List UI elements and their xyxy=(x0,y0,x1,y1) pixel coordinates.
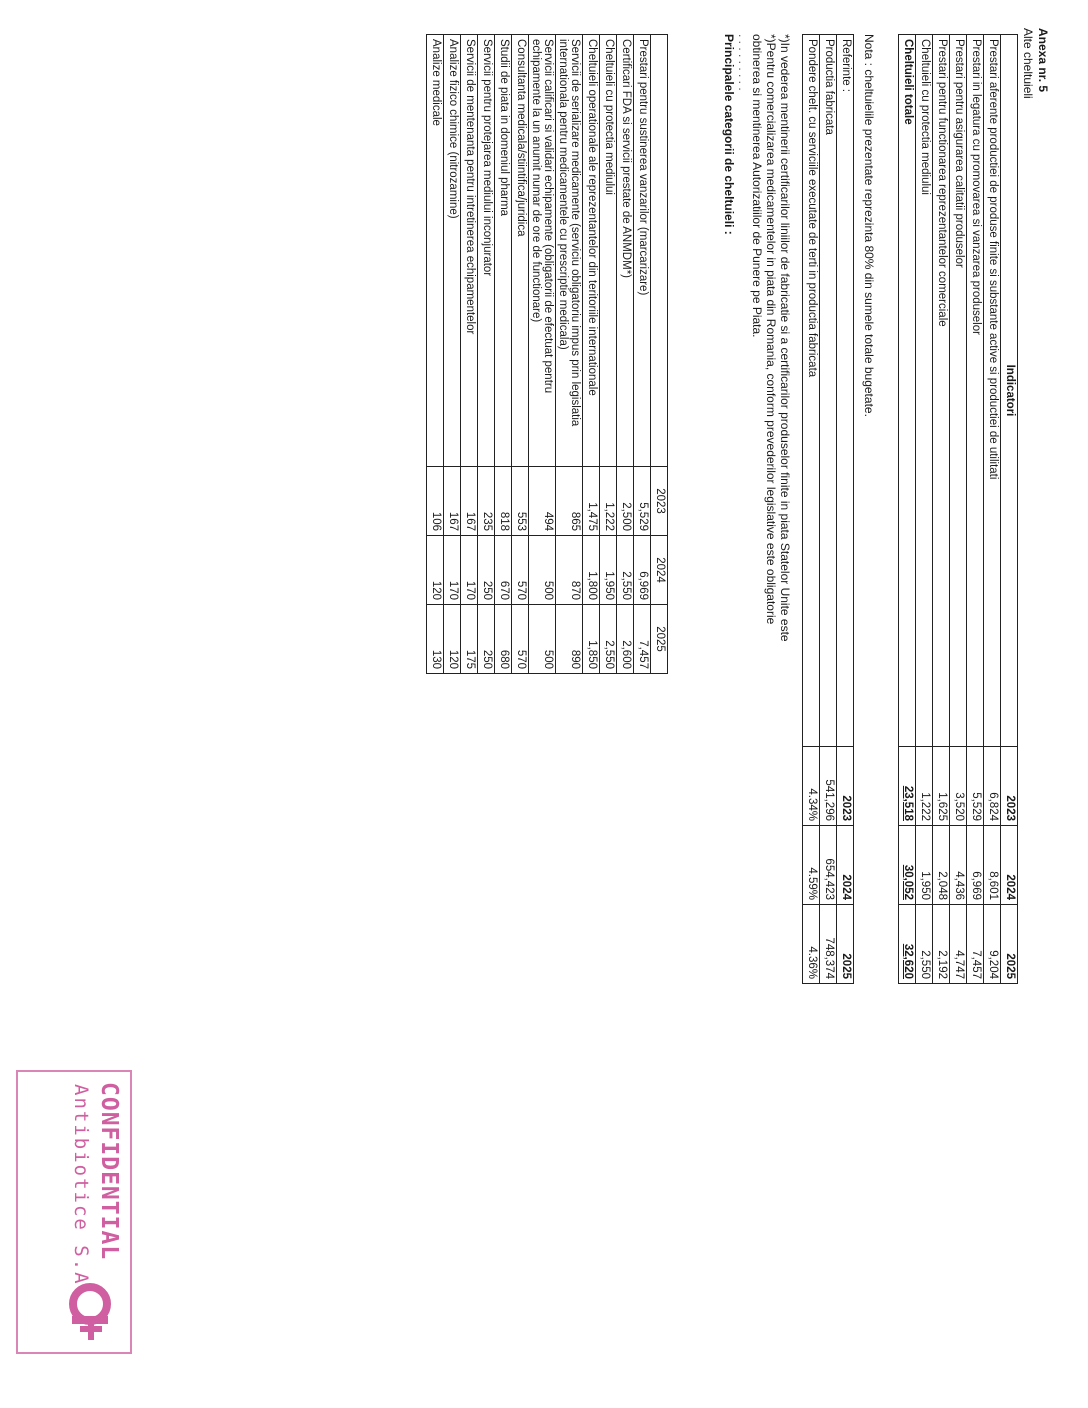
column-header: 2025 xyxy=(837,905,854,984)
row-value: 680 xyxy=(495,605,512,674)
column-header: Indicatori xyxy=(1001,35,1018,747)
table-row xyxy=(556,35,583,674)
row-value: 1,222 xyxy=(916,747,933,826)
row-value: 8,601 xyxy=(984,826,1001,905)
table2-body xyxy=(803,35,837,984)
row-value: 130 xyxy=(427,605,444,674)
row-value: 5,529 xyxy=(634,467,651,536)
annex-subtitle: Alte cheltuieli xyxy=(1021,28,1035,99)
row-value: 4.36% xyxy=(803,905,820,984)
table-row xyxy=(529,35,556,674)
stamp-line-company: Antibiotice S.A. xyxy=(70,1084,92,1300)
antibiotice-logo-icon xyxy=(62,1280,122,1344)
table-header-row xyxy=(1001,35,1018,984)
table-row xyxy=(899,35,916,984)
row-value: 570 xyxy=(512,605,529,674)
romania-authorization-note: *)Pentru comercializarea medicamentelor in piata din Romania, conform prevederilor legislative este obligatorie obtinerea si mentinerea Autorizatiilor de Punere pe Piata. xyxy=(750,34,778,625)
row-label: Cheltuieli totale xyxy=(899,35,916,747)
table-row xyxy=(461,35,478,674)
row-value: 2,550 xyxy=(617,536,634,605)
row-value: 870 xyxy=(556,536,583,605)
row-value: 7,457 xyxy=(967,905,984,984)
row-label: Servicii pentru protejarea mediului inconjurator xyxy=(478,35,495,467)
rotated-document xyxy=(0,18,1052,1398)
principal-categories-table xyxy=(426,34,668,674)
table1-body xyxy=(899,35,1001,984)
row-value: 235 xyxy=(478,467,495,536)
column-header: Referinte : xyxy=(837,35,854,747)
row-value: 4,747 xyxy=(950,905,967,984)
table-row xyxy=(820,35,837,984)
row-value: 167 xyxy=(461,467,478,536)
row-value: 106 xyxy=(427,467,444,536)
row-value: 541,296 xyxy=(820,747,837,826)
annex-title: Anexa nr. 5 xyxy=(1036,28,1050,93)
row-value: 1,950 xyxy=(600,536,617,605)
row-label: Analize medicale xyxy=(427,35,444,467)
column-header: 2024 xyxy=(837,826,854,905)
table-row xyxy=(967,35,984,984)
row-label: Cheltuieli cu protectia mediului xyxy=(600,35,617,467)
row-label: Productia fabricata xyxy=(820,35,837,747)
row-label: Servicii calificari si validari echipamente (obligatorii de efectuat pentru echipamente la un anumit numar de ore de functionare) xyxy=(529,35,556,467)
row-value: 748,374 xyxy=(820,905,837,984)
row-value: 3,520 xyxy=(950,747,967,826)
row-label: Certificari FDA si servicii prestate de ANMDM*) xyxy=(617,35,634,467)
column-header: 2024 xyxy=(1001,826,1018,905)
row-value: 890 xyxy=(556,605,583,674)
row-value: 1,625 xyxy=(933,747,950,826)
row-value: 570 xyxy=(512,536,529,605)
row-value: 9,204 xyxy=(984,905,1001,984)
row-label: Prestari aferente productiei de produse finite si substante active si productiei de utilitati xyxy=(984,35,1001,747)
table-row xyxy=(512,35,529,674)
row-value: 500 xyxy=(529,536,556,605)
row-value: 1,222 xyxy=(600,467,617,536)
row-value: 7,457 xyxy=(634,605,651,674)
row-value: 818 xyxy=(495,467,512,536)
row-value: 175 xyxy=(461,605,478,674)
faded-line: . . . . . . . . . xyxy=(736,34,750,91)
row-label: Studii de piata in domeniul pharma xyxy=(495,35,512,467)
column-header: 2024 xyxy=(651,536,668,605)
row-value: 2,600 xyxy=(617,605,634,674)
row-value: 553 xyxy=(512,467,529,536)
row-value: 6,824 xyxy=(984,747,1001,826)
row-value: 170 xyxy=(461,536,478,605)
row-label: Analize fizico chimice (nitrozamine) xyxy=(444,35,461,467)
row-value: 170 xyxy=(444,536,461,605)
table-row xyxy=(916,35,933,984)
row-value: 32,620 xyxy=(899,905,916,984)
row-value: 1,800 xyxy=(583,536,600,605)
expenses-table xyxy=(898,34,1018,984)
table-row xyxy=(634,35,651,674)
row-value: 670 xyxy=(495,536,512,605)
column-header: 2023 xyxy=(837,747,854,826)
row-value: 250 xyxy=(478,536,495,605)
row-value: 23,518 xyxy=(899,747,916,826)
row-label: Prestari in legatura cu promovarea si vanzarea produselor xyxy=(967,35,984,747)
column-header xyxy=(651,35,668,467)
row-label: Consultanta medicala/stiintifica/juridica xyxy=(512,35,529,467)
row-value: 654,423 xyxy=(820,826,837,905)
row-label: Prestari pentru asigurarea calitatii produselor xyxy=(950,35,967,747)
row-label: Prestari pentru sustinerea vanzarilor (marcarizare) xyxy=(634,35,651,467)
references-table xyxy=(802,34,854,984)
stamp-line-confidential: CONFIDENTIAL xyxy=(96,1082,122,1261)
column-header: 2025 xyxy=(1001,905,1018,984)
row-label: Pondere chelt. cu serviciile executate de terti in productia fabricata xyxy=(803,35,820,747)
column-header: 2023 xyxy=(1001,747,1018,826)
row-value: 494 xyxy=(529,467,556,536)
row-value: 500 xyxy=(529,605,556,674)
table-header-row xyxy=(651,35,668,674)
row-value: 2,192 xyxy=(933,905,950,984)
row-value: 1,850 xyxy=(583,605,600,674)
table-row xyxy=(984,35,1001,984)
table-row xyxy=(803,35,820,984)
row-value: 865 xyxy=(556,467,583,536)
row-label: Servicii de mentenanta pentru intretinerea echipamentelor xyxy=(461,35,478,467)
row-value: 4.34% xyxy=(803,747,820,826)
row-value: 120 xyxy=(444,605,461,674)
table-row xyxy=(478,35,495,674)
row-label: Servicii de serializare medicamente (serviciu obligatoriu impus prin legislatia internationala pentru medicamentele cu prescriptie medicala) xyxy=(556,35,583,467)
budget-note: Nota : cheltuielile prezentate reprezinta 80% din sumele totale bugetate. xyxy=(862,34,876,417)
row-value: 6,969 xyxy=(634,536,651,605)
table-row xyxy=(444,35,461,674)
table-row xyxy=(427,35,444,674)
principal-categories-heading: Principalele categorii de cheltuieli : xyxy=(722,34,736,235)
column-header: 2025 xyxy=(651,605,668,674)
row-value: 4,436 xyxy=(950,826,967,905)
table-row xyxy=(933,35,950,984)
row-value: 5,529 xyxy=(967,747,984,826)
row-value: 6,969 xyxy=(967,826,984,905)
table-row xyxy=(617,35,634,674)
row-value: 30,052 xyxy=(899,826,916,905)
row-value: 167 xyxy=(444,467,461,536)
table3-body xyxy=(427,35,651,674)
row-label: Cheltuieli cu protectia mediului xyxy=(916,35,933,747)
row-label: Prestari pentru functionarea reprezentantelor comerciale xyxy=(933,35,950,747)
row-value: 2,500 xyxy=(617,467,634,536)
table-row xyxy=(600,35,617,674)
confidential-stamp xyxy=(16,1070,132,1354)
annex-header xyxy=(1020,28,1050,99)
row-value: 1,950 xyxy=(916,826,933,905)
fda-certification-note: *)In vederea mentinerii certificarilor liniilor de fabricatie si a certificarilor produselor finite in piata Statelor Unite este xyxy=(778,34,792,642)
row-value: 120 xyxy=(427,536,444,605)
row-label: Cheltuieli operationale ale reprezentantelor din teritoriile internationale xyxy=(583,35,600,467)
row-value: 250 xyxy=(478,605,495,674)
row-value: 2,048 xyxy=(933,826,950,905)
column-header: 2023 xyxy=(651,467,668,536)
row-value: 1,475 xyxy=(583,467,600,536)
row-value: 2,550 xyxy=(916,905,933,984)
table-row xyxy=(950,35,967,984)
table-row xyxy=(583,35,600,674)
table-header-row xyxy=(837,35,854,984)
row-value: 2,550 xyxy=(600,605,617,674)
row-value: 4.59% xyxy=(803,826,820,905)
explanatory-notes xyxy=(722,34,792,654)
table-row xyxy=(495,35,512,674)
